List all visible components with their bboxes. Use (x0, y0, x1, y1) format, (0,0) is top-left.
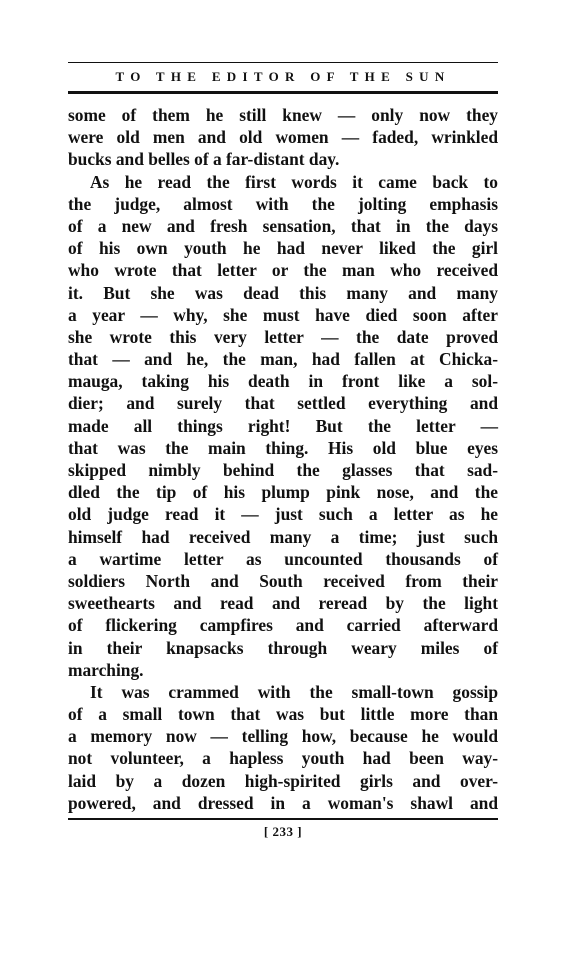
text-line: It was crammed with the small-town gossip (90, 681, 498, 702)
text-line: dled the tip of his plump pink nose, and the (68, 482, 498, 503)
text-line: old judge read it — just such a letter as he (68, 504, 498, 525)
text-line: in their knapsacks through weary miles of (68, 637, 498, 658)
text-line: bucks and belles of a far-distant day. (68, 149, 340, 170)
book-page (68, 62, 498, 840)
text-line: not volunteer, a hapless youth had been way- (68, 748, 498, 769)
text-line: of flickering campfires and carried afterward (68, 615, 498, 636)
text-line: it. But she was dead this many and many (68, 282, 498, 303)
text-line: of a new and fresh sensation, that in the days (68, 215, 498, 236)
text-line: a memory now — telling how, because he would (68, 726, 498, 747)
header-rule-thin (68, 62, 498, 63)
body-text (68, 104, 498, 814)
text-line: mauga, taking his death in front like a sol- (68, 371, 498, 392)
page-number: [ 233 ] (263, 824, 303, 839)
text-line: laid by a dozen high-spirited girls and over- (68, 770, 498, 791)
text-line: a year — why, she must have died soon after (68, 304, 498, 325)
text-line: skipped nimbly behind the glasses that sad- (68, 460, 498, 480)
text-line: were old men and old women — faded, wrinkled (68, 127, 498, 148)
text-line: that — and he, the man, had fallen at Chicka- (68, 349, 498, 370)
text-line: As he read the first words it came back to (90, 171, 498, 192)
text-line: some of them he still knew — only now they (68, 105, 498, 125)
header-rule-thick (68, 91, 498, 94)
text-line: she wrote this very letter — the date proved (68, 326, 498, 347)
text-line: soldiers North and South received from their (68, 570, 498, 591)
text-line: that was the main thing. His old blue eyes (68, 437, 498, 458)
running-head: TO THE EDITOR OF THE SUN (115, 69, 451, 84)
text-line: sweethearts and read and reread by the light (68, 593, 498, 614)
footer-rule (68, 818, 498, 820)
text-line: powered, and dressed in a woman's shawl and (68, 792, 498, 813)
text-line: dier; and surely that settled everything and (68, 393, 498, 414)
text-line: the judge, almost with the jolting emphasis (68, 193, 498, 214)
text-line: made all things right! But the letter — (68, 415, 498, 436)
text-line: who wrote that letter or the man who received (68, 260, 498, 281)
text-line: marching. (68, 659, 144, 680)
text-line: a wartime letter as uncounted thousands of (68, 548, 498, 569)
text-line: himself had received many a time; just such (68, 526, 498, 547)
text-line: of his own youth he had never liked the girl (68, 238, 498, 259)
text-line: of a small town that was but little more than (68, 704, 498, 725)
